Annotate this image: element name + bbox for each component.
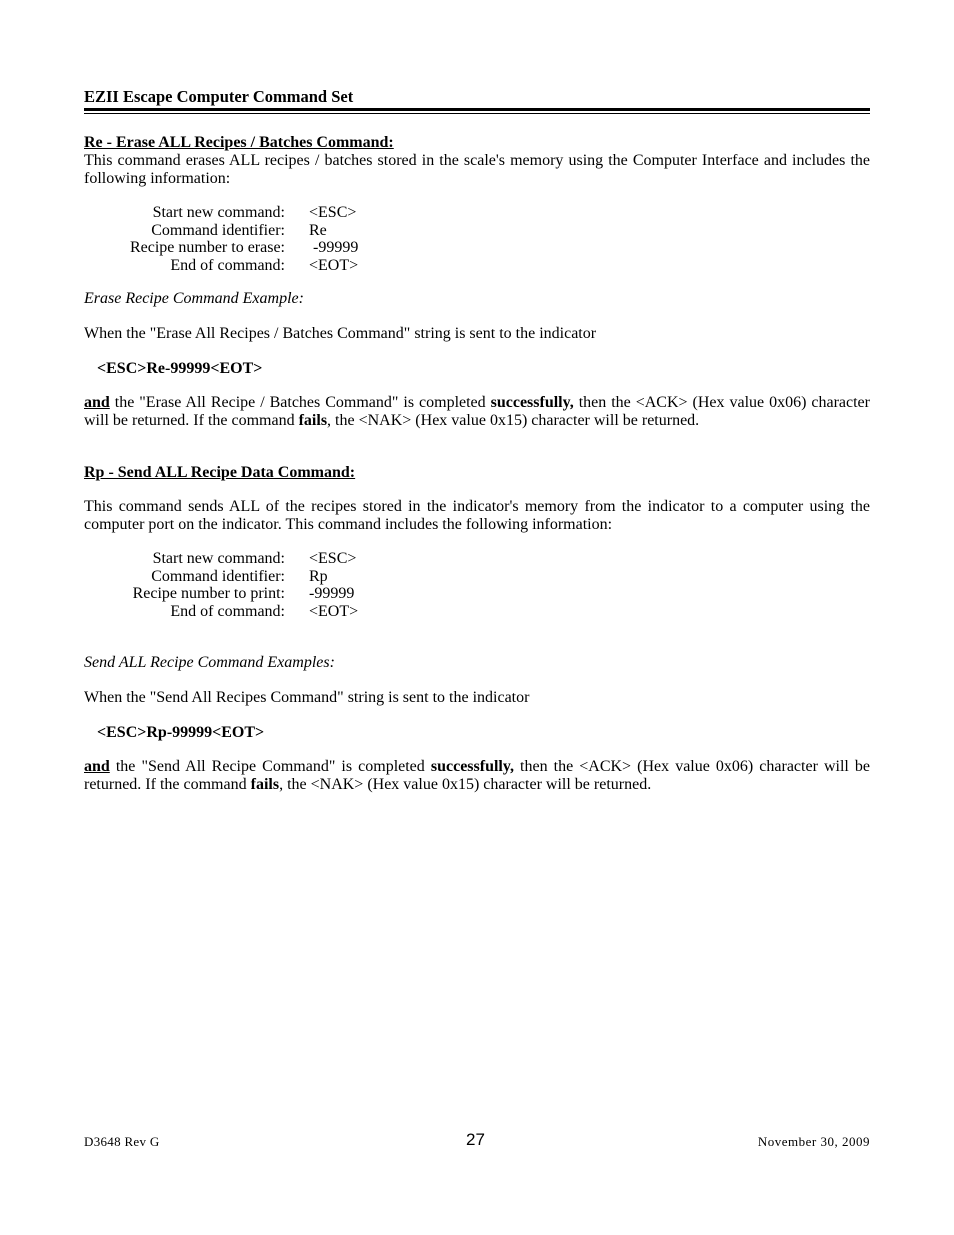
section-intro-send: This command sends ALL of the recipes stored in the indicator's memory from the indicator to a computer using the computer port on the indicator. This command includes the following information: bbox=[84, 498, 870, 533]
result-paragraph-send bbox=[84, 758, 870, 793]
param-label: Recipe number to print: bbox=[132, 585, 285, 602]
example-heading-erase: Erase Recipe Command Example: bbox=[84, 290, 304, 307]
when-text-erase: When the "Erase All Recipes / Batches Command" string is sent to the indicator bbox=[84, 325, 597, 342]
fails-emphasis: fails bbox=[250, 775, 280, 793]
and-emphasis: and bbox=[84, 394, 110, 411]
param-label: Start new command: bbox=[152, 204, 285, 221]
param-label: Command identifier: bbox=[151, 221, 285, 239]
param-value: <EOT> bbox=[309, 602, 359, 620]
fails-emphasis: fails bbox=[298, 411, 328, 429]
command-string-erase: <ESC>Re-99999<EOT> bbox=[97, 360, 263, 377]
section-heading-send: Rp - Send ALL Recipe Data Command: bbox=[84, 464, 356, 481]
header-rule-thick bbox=[84, 108, 870, 111]
result-text: then the <ACK> (Hex value 0x06) character will be returned. If the command bbox=[84, 394, 870, 429]
result-paragraph-erase bbox=[84, 394, 870, 429]
when-text-send: When the "Send All Recipes Command" string is sent to the indicator bbox=[84, 689, 530, 706]
footer-page-number: 27 bbox=[466, 1130, 485, 1149]
param-label: Start new command: bbox=[152, 550, 285, 567]
footer-date: November 30, 2009 bbox=[757, 1134, 870, 1149]
result-text: then the <ACK> (Hex value 0x06) character will be returned. If the command bbox=[84, 758, 871, 793]
param-value: Re bbox=[309, 221, 327, 239]
footer-doc-id: D3648 Rev G bbox=[84, 1134, 160, 1149]
result-text: , the <NAK> (Hex value 0x15) character will be returned. bbox=[279, 775, 652, 793]
page-header-title: EZII Escape Computer Command Set bbox=[84, 87, 354, 106]
param-value: Rp bbox=[309, 567, 328, 585]
command-string-send: <ESC>Rp-99999<EOT> bbox=[97, 724, 265, 741]
and-emphasis: and bbox=[84, 758, 110, 775]
section-intro-erase: This command erases ALL recipes / batches stored in the scale's memory using the Computer Interface and includes the following information: bbox=[84, 152, 870, 187]
param-label: Recipe number to erase: bbox=[129, 239, 285, 256]
param-value: -99999 bbox=[309, 585, 355, 602]
param-value: -99999 bbox=[309, 239, 359, 256]
param-value: <ESC> bbox=[309, 204, 357, 221]
example-heading-send: Send ALL Recipe Command Examples: bbox=[84, 654, 335, 671]
success-emphasis: successfully, bbox=[430, 758, 514, 775]
param-label: Command identifier: bbox=[151, 567, 285, 585]
param-value: <ESC> bbox=[309, 550, 357, 567]
param-label: End of command: bbox=[170, 602, 285, 620]
result-text: the "Send All Recipe Command" is completed bbox=[109, 758, 431, 775]
param-value: <EOT> bbox=[309, 256, 359, 274]
param-label: End of command: bbox=[170, 256, 285, 274]
result-text: the "Erase All Recipe / Batches Command" is completed bbox=[109, 394, 491, 411]
result-text: , the <NAK> (Hex value 0x15) character will be returned. bbox=[327, 411, 700, 429]
section-heading-erase: Re - Erase ALL Recipes / Batches Command: bbox=[84, 134, 394, 151]
header-rule-thin bbox=[84, 113, 870, 114]
success-emphasis: successfully, bbox=[490, 394, 574, 411]
